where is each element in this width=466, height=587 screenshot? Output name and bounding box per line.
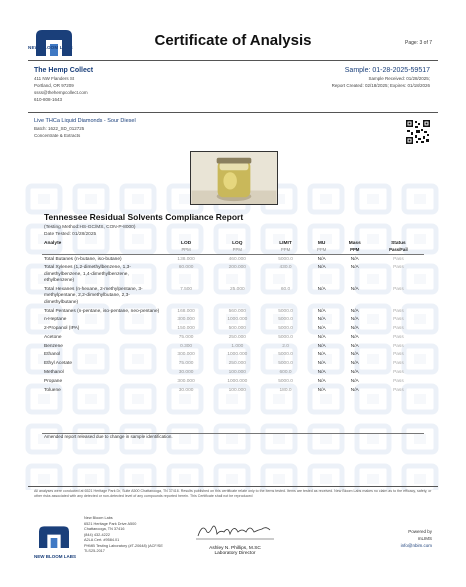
product-category: Concentrate & Extracts — [34, 133, 81, 138]
loq-cell: 1000.000 — [227, 352, 248, 358]
mass-cell: N/A — [350, 308, 359, 314]
analyte-cell: Benzene — [44, 343, 63, 349]
column-header-mu: MU — [317, 241, 326, 246]
status-cell: Pass — [393, 370, 404, 376]
table-row — [42, 307, 424, 316]
status-cell: Pass — [393, 326, 404, 332]
client-divider — [28, 112, 438, 113]
column-header-analyte: Analyte — [44, 241, 62, 246]
date-tested: Date Tested: 01/28/2025 — [44, 232, 97, 237]
lod-cell: 300.000 — [177, 317, 195, 323]
disclaimer: All analyses were conducted at 6521 Heritage Park Dr, Suite A500 Chattanooga, TN 37416. Results published on this certificate relate only to the items tested. Items are tested as received. New Bloom Labs makes no claim as to the efficacy, safety, or other risks associated with any detected or non-detected level of any compounds reported herein. This Certificate shall not be reproduced — [34, 489, 432, 498]
limit-cell: 5000.0 — [278, 334, 293, 340]
loq-cell: 500.000 — [228, 326, 246, 332]
loq-cell: 100.000 — [228, 387, 246, 393]
table-row — [42, 360, 424, 369]
limit-cell: 180.0 — [279, 387, 292, 393]
sample-id: Sample: 01-28-2025-59517 — [344, 67, 430, 74]
document-title: Certificate of Analysis — [154, 32, 312, 49]
qr-code-icon[interactable] — [405, 119, 431, 145]
director-block — [190, 546, 280, 556]
mass-cell: N/A — [350, 286, 359, 292]
powered-by-block — [401, 528, 432, 549]
mass-cell: N/A — [350, 352, 359, 358]
lab-address-1: 6521 Heritage Park Drive A500 — [84, 521, 137, 526]
footer-logo-text: NEW BLOOM LABS — [34, 554, 76, 559]
lod-cell: 7.500 — [180, 286, 193, 292]
client-address-1: 411 NW Flanders St — [34, 76, 75, 81]
status-cell: Pass — [393, 378, 404, 384]
analyte-cell: Acetone — [44, 334, 62, 340]
limit-cell: 430.0 — [279, 265, 292, 271]
mass-cell: N/A — [350, 265, 359, 271]
column-header-lod: LOD — [181, 241, 192, 246]
table-row — [42, 334, 424, 343]
table-row — [42, 255, 424, 264]
analyte-cell: 2-Propanol (IPA) — [44, 326, 80, 332]
lod-cell: 75.000 — [178, 361, 194, 367]
lod-cell: 150.000 — [177, 326, 195, 332]
report-heading — [44, 212, 243, 238]
status-cell: Pass — [393, 352, 404, 358]
lod-cell: 30.000 — [178, 387, 194, 393]
unit-mu: PPM — [307, 247, 337, 255]
powered-by-label: Powered by — [408, 529, 432, 534]
lab-license-3: TLS25-2017 — [84, 549, 105, 553]
loq-cell: 1.000 — [231, 343, 244, 349]
table-row — [42, 316, 424, 325]
director-name: Ashley N. Phillips, M.SC — [209, 546, 261, 551]
report-title: Tennessee Residual Solvents Compliance Report — [44, 212, 244, 222]
page-number: Page: 3 of 7 — [405, 40, 432, 46]
limit-cell: 60.0 — [280, 286, 291, 292]
lod-cell: 75.000 — [178, 334, 194, 340]
mu-cell: N/A — [317, 286, 326, 292]
residual-solvents-table — [42, 240, 424, 395]
limit-cell: 5000.0 — [278, 256, 293, 262]
status-cell: Pass — [393, 387, 404, 393]
lod-cell: 138.000 — [177, 256, 195, 262]
status-cell: Pass — [393, 343, 404, 349]
loq-cell: 460.000 — [228, 256, 246, 262]
mu-cell: N/A — [317, 387, 326, 393]
unit-status: Pass/Fail — [373, 247, 424, 255]
loq-cell: 1000.000 — [227, 378, 248, 384]
limit-cell: 5000.0 — [278, 361, 293, 367]
lab-info — [84, 516, 194, 555]
column-header-status: Status — [391, 241, 406, 246]
mu-cell: N/A — [317, 352, 326, 358]
status-cell: Pass — [393, 256, 404, 262]
mu-cell: N/A — [317, 317, 326, 323]
lod-cell: 300.000 — [177, 378, 195, 384]
lims-name: mLIMS — [417, 536, 432, 541]
client-info — [34, 67, 194, 103]
mass-cell: N/A — [350, 326, 359, 332]
mass-cell: N/A — [350, 387, 359, 393]
column-header-limit: LIMIT — [279, 241, 292, 246]
lab-address-2: Chattanooga, TN 37416 — [84, 527, 125, 531]
analyte-cell: Propane — [44, 378, 63, 384]
mu-cell: N/A — [317, 334, 326, 340]
unit-analyte — [42, 247, 162, 255]
logo-text: NEW BLOOM LABS — [28, 45, 73, 50]
client-email: ssss@thehempcollect.com — [34, 90, 88, 95]
director-signature — [190, 520, 280, 542]
analyte-cell: Total Butanes (n-butane, iso-butane) — [44, 256, 122, 262]
client-phone: 610-808-1643 — [34, 97, 63, 102]
lod-cell: 300.000 — [177, 352, 195, 358]
mu-cell: N/A — [317, 308, 326, 314]
loq-cell: 560.000 — [228, 308, 246, 314]
unit-limit: PPM — [264, 247, 306, 255]
header — [0, 26, 466, 62]
mu-cell: N/A — [317, 256, 326, 262]
analyte-cell: Methanol — [44, 370, 64, 376]
testing-method: (Testing Method:HS-GC/MS, CON-P-8000) — [44, 225, 136, 230]
loq-cell: 1000.000 — [227, 317, 248, 323]
unit-lod: PPM — [162, 247, 210, 255]
table-row — [42, 264, 424, 286]
status-cell: Pass — [393, 265, 404, 271]
mu-cell: N/A — [317, 361, 326, 367]
loq-cell: 25.000 — [229, 286, 245, 292]
analyte-cell: Total Xylenes (1,2-dimethylbenzene, 1,3-dimethylbenzene, 1,4-dimethylbenzene, ethylbenzene) — [44, 265, 131, 284]
analyte-cell: n-Heptane — [44, 317, 67, 323]
sample-info — [332, 67, 430, 89]
lod-cell: 60.000 — [178, 265, 194, 271]
mu-cell: N/A — [317, 265, 326, 271]
unit-mass: PPM — [337, 247, 373, 255]
loq-cell: 250.000 — [228, 334, 246, 340]
limit-cell: 5000.0 — [278, 378, 293, 384]
column-header-mass: Mass — [348, 241, 361, 246]
table-row — [42, 369, 424, 378]
unit-loq: PPM — [210, 247, 264, 255]
lab-license-1: A2LA Cert. #9584.01 — [84, 538, 120, 542]
table-row — [42, 378, 424, 387]
lab-license-2: PHMB Testing Laboratory (#T-20648) (ACF/SE — [84, 543, 163, 548]
product-photo — [190, 151, 278, 205]
client-address-2: Portland, OR 97209 — [34, 83, 74, 88]
loq-cell: 200.000 — [228, 265, 246, 271]
analyte-cell: Ethanol — [44, 352, 61, 358]
product-info — [34, 117, 136, 139]
lod-cell: 30.000 — [178, 370, 194, 376]
mass-cell: N/A — [350, 378, 359, 384]
limit-cell: 600.0 — [279, 370, 292, 376]
lod-cell: 168.000 — [177, 308, 195, 314]
mu-cell: N/A — [317, 370, 326, 376]
footer-divider — [28, 486, 438, 487]
limit-cell: 2.0 — [282, 343, 289, 349]
mu-cell: N/A — [317, 343, 326, 349]
status-cell: Pass — [393, 308, 404, 314]
amended-note: Amended report released due to change in sample identification. — [44, 434, 173, 439]
mass-cell: N/A — [350, 370, 359, 376]
mass-cell: N/A — [350, 256, 359, 262]
limit-cell: 5000.0 — [278, 308, 293, 314]
table-row — [42, 343, 424, 352]
analyte-cell: Total Hexanes (n-hexane, 2-methylpentane, 3-methylpentane, 2,2-dimethylbutane, 2,3-dimethylbutane) — [44, 286, 143, 305]
status-cell: Pass — [393, 317, 404, 323]
lod-cell: 0.300 — [180, 343, 193, 349]
lab-name: New Bloom Labs — [84, 516, 113, 520]
mu-cell: N/A — [317, 326, 326, 332]
product-batch: Batch: 1622_SD_012725 — [34, 126, 85, 131]
limit-cell: 5000.0 — [278, 317, 293, 323]
director-title: Laboratory Director — [214, 551, 256, 556]
table-body — [42, 255, 424, 395]
table-header-row — [42, 240, 424, 247]
header-divider — [28, 60, 438, 61]
footer-logo-icon — [34, 524, 74, 552]
client-name: The Hemp Collect — [34, 67, 94, 74]
mass-cell: N/A — [350, 343, 359, 349]
contact-email-link[interactable]: info@nbim.com — [400, 543, 432, 548]
loq-cell: 250.000 — [228, 361, 246, 367]
status-cell: Pass — [393, 286, 404, 292]
analyte-cell: Toluene — [44, 387, 61, 393]
table-row — [42, 286, 424, 308]
table-row — [42, 325, 424, 334]
analyte-cell: Ethyl Acetate — [44, 361, 72, 367]
sample-received: Sample Received: 01/28/2025; — [368, 76, 430, 81]
limit-cell: 5000.0 — [278, 326, 293, 332]
status-cell: Pass — [393, 334, 404, 340]
mass-cell: N/A — [350, 317, 359, 323]
product-name: Live THCa Liquid Diamonds - Sour Diesel — [34, 118, 136, 124]
mu-cell: N/A — [317, 378, 326, 384]
table-row — [42, 351, 424, 360]
column-header-loq: LOQ — [232, 241, 243, 246]
report-created: Report Created: 02/18/2025; Expires: 01/18/2026 — [331, 83, 430, 88]
mass-cell: N/A — [350, 334, 359, 340]
mass-cell: N/A — [350, 361, 359, 367]
status-cell: Pass — [393, 361, 404, 367]
analyte-cell: Total Pentanes (n-pentane, iso-pentane, neo-pentane) — [44, 308, 160, 314]
table-row — [42, 386, 424, 395]
loq-cell: 100.000 — [228, 370, 246, 376]
lab-phone: (844) 432-4222 — [84, 532, 110, 537]
limit-cell: 5000.0 — [278, 352, 293, 358]
table-units-row — [42, 247, 424, 255]
